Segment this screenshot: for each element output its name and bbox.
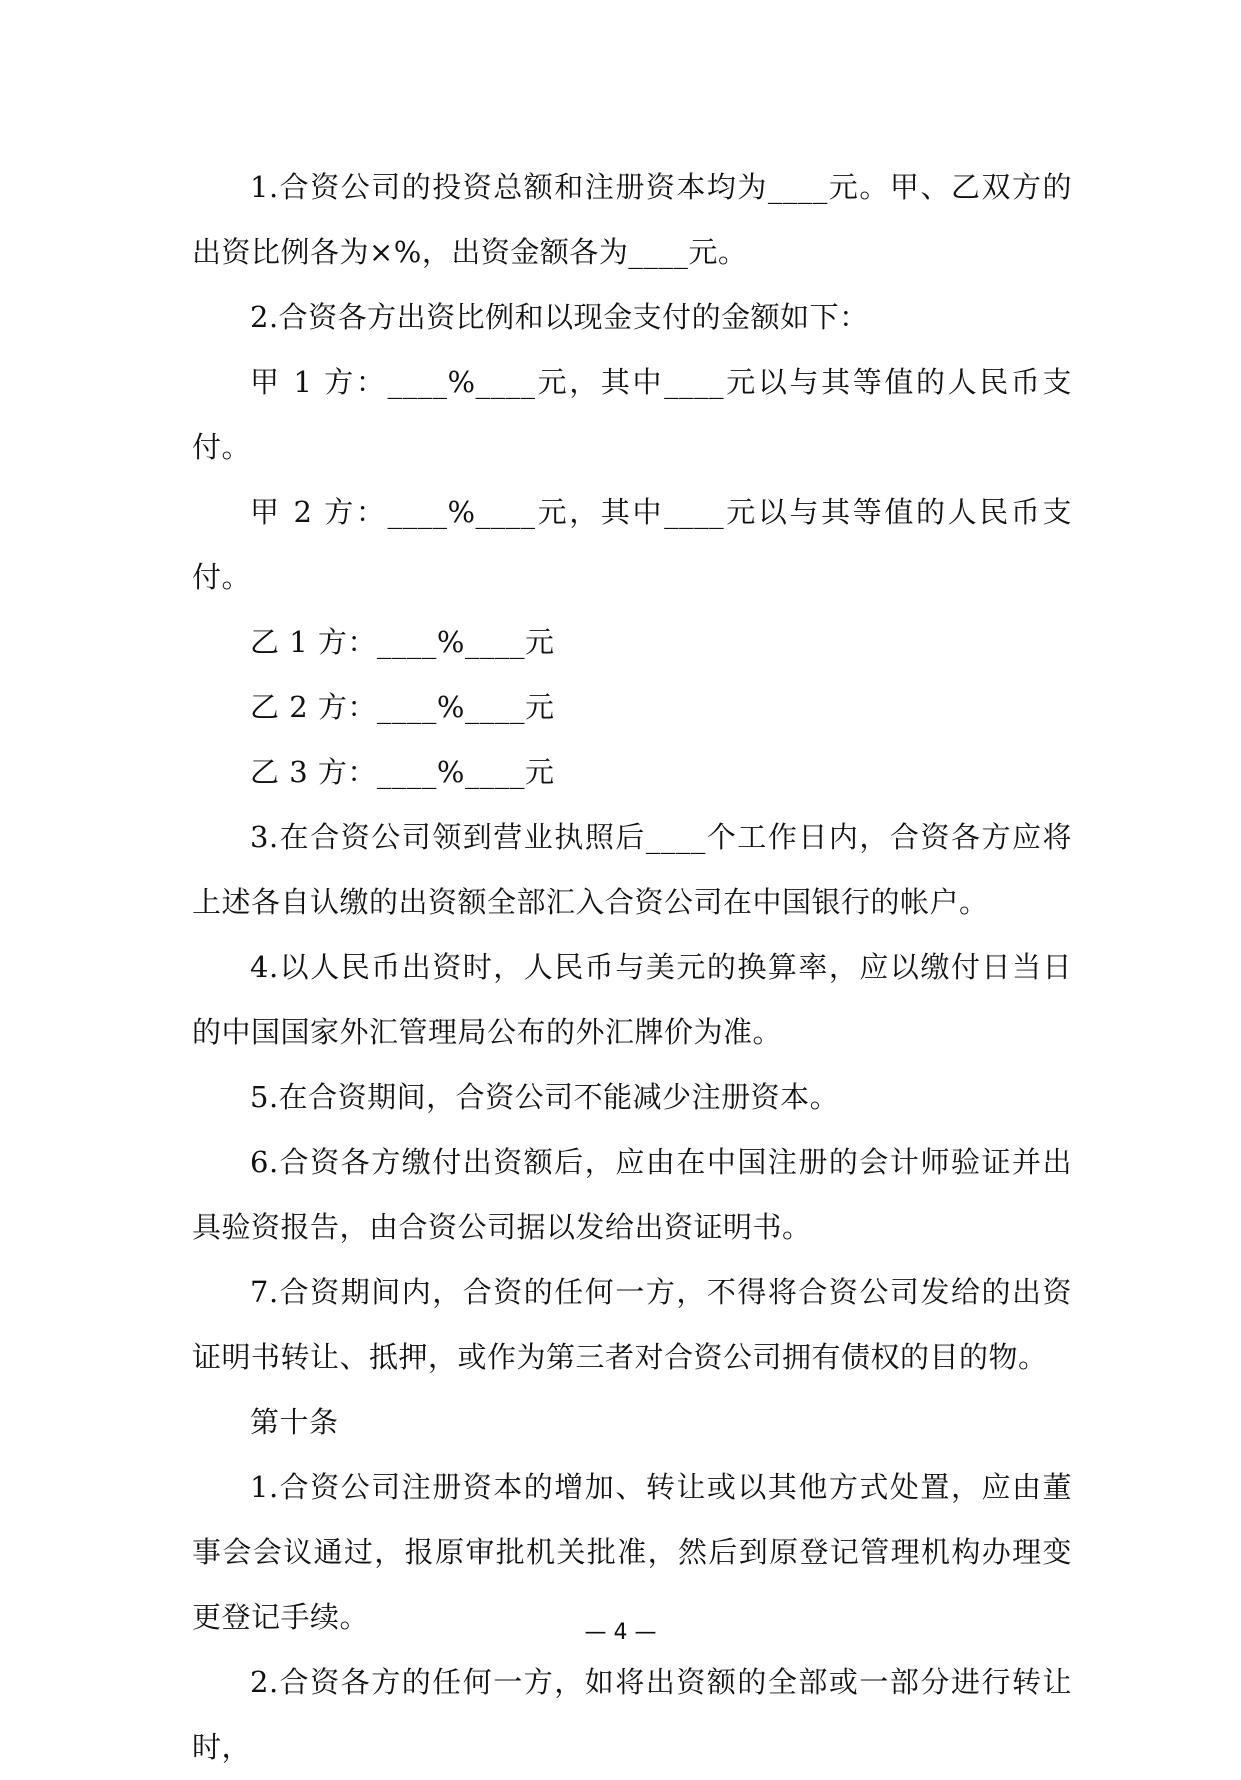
paragraph-8: 3.在合资公司领到营业执照后____个工作日内，合资各方应将上述各自认缴的出资额全部汇入合资公司在中国银行的帐户。 xyxy=(192,820,1072,919)
paragraph-14: 2.合资各方的任何一方，如将出资额的全部或一部分进行转让时， xyxy=(192,1665,1072,1764)
paragraph-13: 1.合资公司注册资本的增加、转让或以其他方式处置，应由董事会会议通过，报原审批机关批准，然后到原登记管理机构办理变更登记手续。 xyxy=(192,1470,1072,1634)
paragraph-12: 7.合资期间内，合资的任何一方，不得将合资公司发给的出资证明书转让、抵押，或作为第三者对合资公司拥有债权的目的物。 xyxy=(192,1275,1072,1374)
paragraph-11: 6.合资各方缴付出资额后，应由在中国注册的会计师验证并出具验资报告，由合资公司据以发给出资证明书。 xyxy=(192,1145,1072,1244)
paragraph-7: 乙 3 方：____%____元 xyxy=(250,755,555,789)
paragraph-5: 乙 1 方：____%____元 xyxy=(250,625,555,659)
paragraph-9: 4.以人民币出资时，人民币与美元的换算率，应以缴付日当日的中国国家外汇管理局公布的外汇牌价为准。 xyxy=(192,950,1072,1049)
paragraph-6: 乙 2 方：____%____元 xyxy=(250,690,555,724)
section-heading: 第十条 xyxy=(250,1405,339,1439)
page-number: — 4 — xyxy=(584,1620,657,1645)
paragraph-10: 5.在合资期间，合资公司不能减少注册资本。 xyxy=(250,1080,840,1114)
paragraph-3: 甲 1 方：____%____元，其中____元以与其等值的人民币支付。 xyxy=(192,365,1072,464)
document-body xyxy=(192,155,1072,1780)
paragraph-1: 1.合资公司的投资总额和注册资本均为____元。甲、乙双方的出资比例各为×%，出资金额各为____元。 xyxy=(192,170,1072,269)
paragraph-2: 2.合资各方出资比例和以现金支付的金额如下： xyxy=(250,300,869,334)
paragraph-4: 甲 2 方：____%____元，其中____元以与其等值的人民币支付。 xyxy=(192,495,1072,594)
